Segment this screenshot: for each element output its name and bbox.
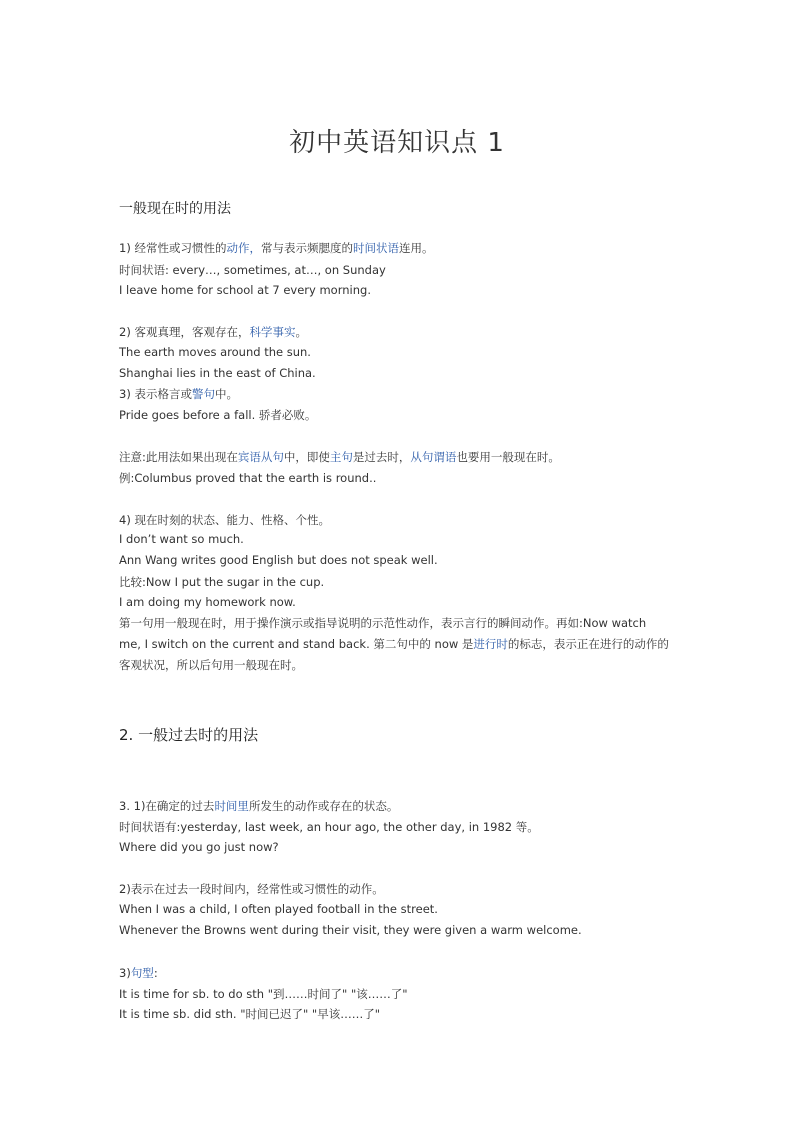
text-line: Pride goes before a fall. 骄者必败。 — [119, 408, 317, 422]
text-span: 3. 1)在确定的过去 — [119, 799, 215, 813]
text-span: 1) 经常性或习惯性的 — [119, 241, 227, 255]
text-line — [119, 386, 238, 402]
text-span: 的标志，表示正在进行的动作的 — [507, 637, 669, 651]
text-line: The earth moves around the sun. — [119, 345, 311, 359]
text-line: Ann Wang writes good English but does not speak well. — [119, 553, 438, 567]
text-line: Whenever the Browns went during their visit, they were given a warm welcome. — [119, 923, 582, 937]
text-span: 中，即使 — [283, 450, 330, 464]
text-span: 常与表示频腮度的 — [260, 241, 353, 255]
text-line — [119, 965, 158, 981]
text-line — [119, 636, 669, 652]
text-line: 第一句用一般现在时，用于操作演示或指导说明的示范性动作，表示言行的瞬间动作。再如:Now watch — [119, 616, 647, 630]
link-sentence-pattern[interactable]: 句型 — [130, 966, 154, 980]
link-time[interactable]: 时间里 — [214, 799, 249, 813]
text-line: 2)表示在过去一段时间内，经常性或习惯性的动作。 — [119, 882, 384, 896]
link-adverbial[interactable]: 时间状语 — [352, 241, 399, 255]
text-span: 也要用一般现在时。 — [456, 450, 560, 464]
text-span: 连用。 — [398, 241, 434, 255]
text-line: I leave home for school at 7 every morning. — [119, 283, 371, 297]
document-title: 初中英语知识点 1 — [289, 128, 505, 158]
section-heading-past: 2. 一般过去时的用法 — [119, 726, 259, 744]
link-progressive[interactable]: 进行时 — [473, 637, 508, 651]
text-line — [119, 240, 433, 256]
link-action[interactable]: 动作， — [226, 241, 261, 255]
link-maxim[interactable]: 警句 — [191, 387, 215, 401]
text-line — [119, 324, 307, 340]
text-line: I am doing my homework now. — [119, 595, 296, 609]
text-line: 时间状语有:yesterday, last week, an hour ago, the other day, in 1982 等。 — [119, 820, 539, 834]
text-span: 中。 — [214, 387, 238, 401]
link-clause-predicate[interactable]: 从句谓语 — [410, 450, 457, 464]
text-span: 2) 客观真理，客观存在， — [119, 325, 250, 339]
text-span: 是过去时， — [352, 450, 411, 464]
text-span: 。 — [295, 325, 307, 339]
text-line: 例:Columbus proved that the earth is round.. — [119, 471, 377, 485]
text-span: 3) — [119, 966, 131, 980]
section-heading-present: 一般现在时的用法 — [119, 201, 231, 217]
text-line: Shanghai lies in the east of China. — [119, 366, 316, 380]
link-object-clause[interactable]: 宾语从句 — [237, 450, 284, 464]
text-span: : — [153, 966, 158, 980]
text-line: 4) 现在时刻的状态、能力、性格、个性。 — [119, 513, 330, 527]
link-main-clause[interactable]: 主句 — [329, 450, 353, 464]
link-scientific-fact[interactable]: 科学事实 — [249, 325, 296, 339]
text-line: When I was a child, I often played football in the street. — [119, 902, 438, 916]
text-line: 客观状况，所以后句用一般现在时。 — [119, 658, 303, 672]
text-line — [119, 449, 560, 465]
text-span: 所发生的动作或存在的状态。 — [248, 799, 399, 813]
text-line: It is time for sb. to do sth "到……时间了" "该……了" — [119, 987, 408, 1001]
text-line: 比较:Now I put the sugar in the cup. — [119, 575, 325, 589]
text-span: me, I switch on the current and stand back. 第二句中的 now 是 — [119, 637, 474, 651]
text-span: 注意:此用法如果出现在 — [119, 450, 238, 464]
text-line — [119, 798, 398, 814]
text-line: I don’t want so much. — [119, 532, 244, 546]
text-line: It is time sb. did sth. "时间已迟了" "早该……了" — [119, 1007, 381, 1021]
text-line: 时间状语: every…, sometimes, at…, on Sunday — [119, 263, 386, 277]
text-line: Where did you go just now? — [119, 840, 279, 854]
text-span: 3) 表示格言或 — [119, 387, 192, 401]
